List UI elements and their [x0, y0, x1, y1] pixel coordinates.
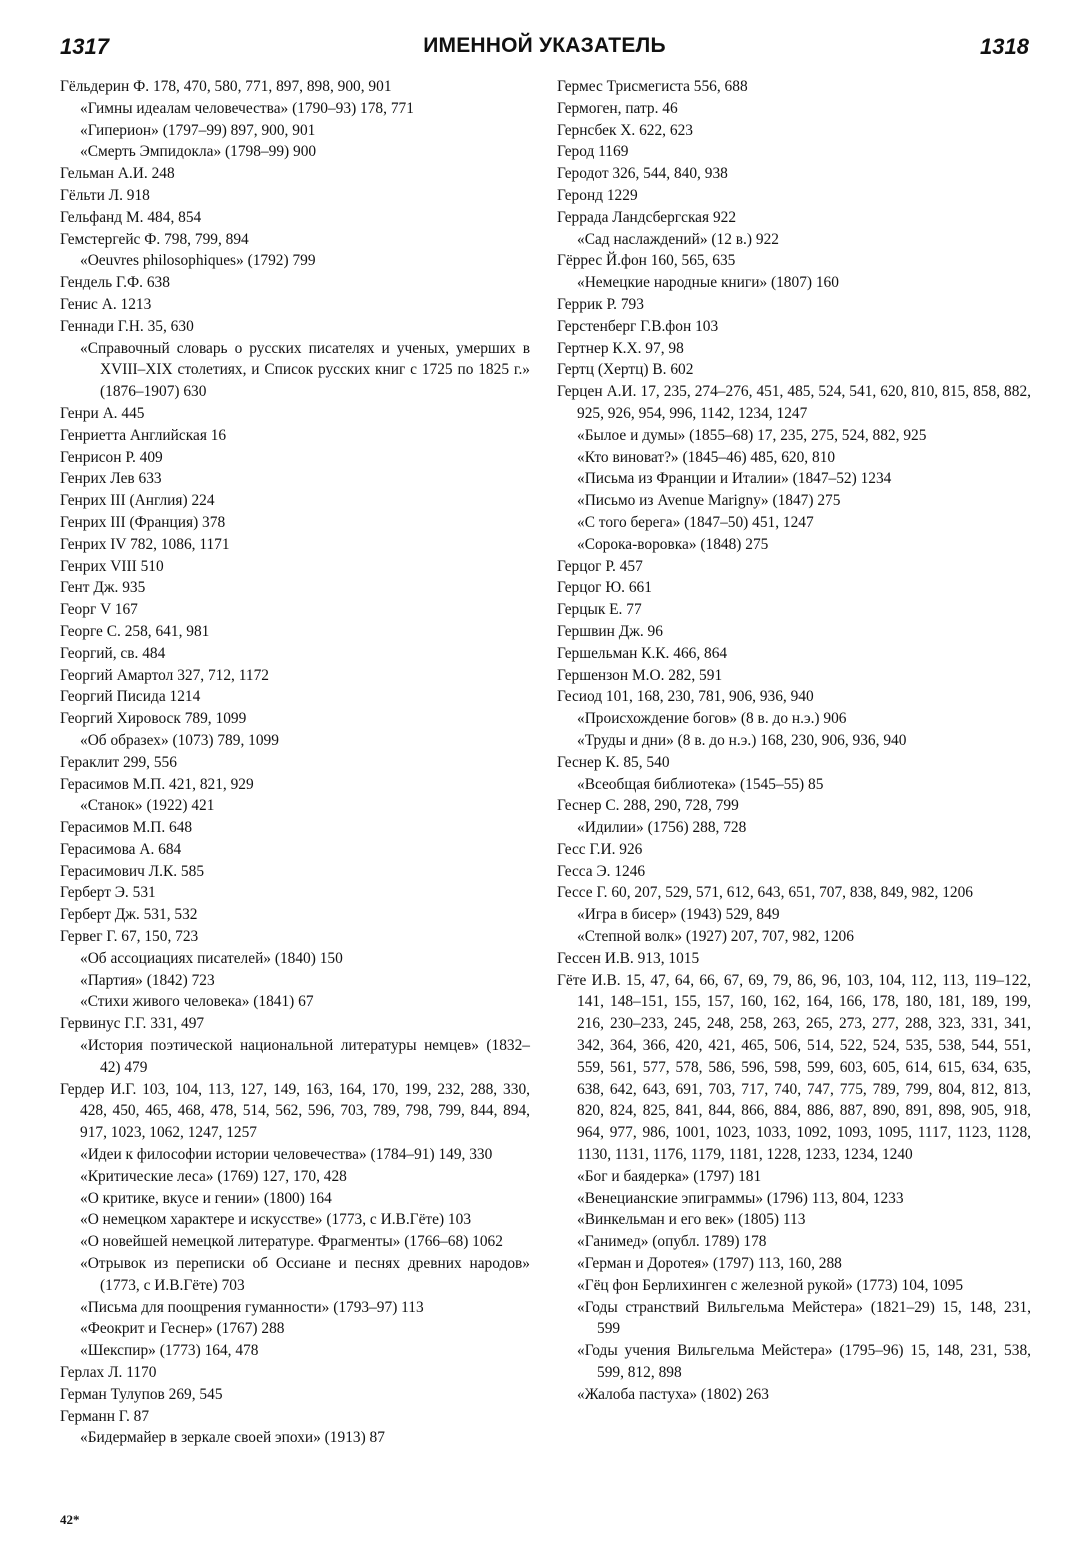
index-entry: Гесса Э. 1246 — [557, 862, 646, 880]
index-entry: Гердер И.Г. 103, 104, 113, 127, 149, 163, 164, 170, 199, 232, 288, 330, 428, 450, 465, 468, 478, 514, 562, 596, 703, 789, 798, 799, 844, 894, 917, 1023, 1062, 1247, 1257 — [60, 1080, 530, 1142]
index-subentry: «Справочный словарь о русских писателях и ученых, умерших в XVIII–XIX столетиях, и Список русских книг с 1725 по 1825 г.» (1876–1907) 630 — [80, 339, 530, 401]
page-header — [60, 34, 1029, 68]
index-entry: Георге С. 258, 641, 981 — [60, 622, 210, 640]
index-subentry: «Всеобщая библиотека» (1545–55) 85 — [577, 775, 824, 793]
index-entry: Генрих III (Англия) 224 — [60, 492, 215, 510]
index-entry: Георг V 167 — [60, 601, 138, 619]
index-entry: Герцог Ю. 661 — [557, 579, 652, 597]
index-subentry: «О немецком характере и искусстве» (1773, с И.В.Гёте) 103 — [80, 1211, 472, 1229]
index-subentry: «Немецкие народные книги» (1807) 160 — [577, 274, 839, 292]
index-entry: Герберт Дж. 531, 532 — [60, 906, 198, 924]
index-subentry: «Об ассоциациях писателей» (1840) 150 — [80, 949, 343, 967]
index-subentry: «Степной волк» (1927) 207, 707, 982, 1206 — [577, 928, 854, 946]
index-entry: Герцог Р. 457 — [557, 557, 643, 575]
index-subentry: «Винкельман и его век» (1805) 113 — [577, 1211, 806, 1229]
index-entry: Гельфанд М. 484, 854 — [60, 208, 202, 226]
index-subentry: «Годы странствий Вильгельма Мейстера» (1821–29) 15, 148, 231, 599 — [577, 1298, 1031, 1338]
index-subentry: «Идеи к философии истории человечества» (1784–91) 149, 330 — [80, 1146, 493, 1164]
index-subentry: «Бидермайер в зеркале своей эпохи» (1913) 87 — [80, 1429, 385, 1447]
index-entry: Геснер С. 288, 290, 728, 799 — [557, 797, 739, 815]
index-entry: Гершензон М.О. 282, 591 — [557, 666, 723, 684]
index-entry: Гессен И.В. 913, 1015 — [557, 949, 700, 967]
index-entry: Генрих III (Франция) 378 — [60, 513, 226, 531]
index-entry: Германн Г. 87 — [60, 1407, 150, 1425]
index-subentry: «Письмо из Avenue Marigny» (1847) 275 — [577, 492, 841, 510]
index-subentry: «Гиперион» (1797–99) 897, 900, 901 — [80, 121, 316, 139]
index-subentry: «Сорока-воровка» (1848) 275 — [577, 535, 769, 553]
index-entry: Гермоген, патр. 46 — [557, 99, 678, 117]
index-entry: Генис А. 1213 — [60, 295, 152, 313]
index-entry: Герцык Е. 77 — [557, 601, 642, 619]
index-entry: Гервег Г. 67, 150, 723 — [60, 928, 199, 946]
index-subentry: «Партия» (1842) 723 — [80, 971, 215, 989]
index-subentry: «Гимны идеалам человечества» (1790–93) 178, 771 — [80, 99, 414, 117]
index-entry: Гёррес Й.фон 160, 565, 635 — [557, 252, 736, 270]
index-entry: Гёльти Л. 918 — [60, 186, 150, 204]
index-entry: Георгий Амартол 327, 712, 1172 — [60, 666, 269, 684]
index-subentry: «Станок» (1922) 421 — [80, 797, 215, 815]
left-page-number: 1317 — [60, 34, 109, 59]
index-subentry: «История поэтической национальной литературы немцев» (1832–42) 479 — [80, 1037, 530, 1076]
index-subentry: «Годы учения Вильгельма Мейстера» (1795–96) 15, 148, 231, 538, 599, 812, 898 — [577, 1342, 1031, 1382]
index-entry: Генрих VIII 510 — [60, 557, 164, 575]
index-entry: Геррик Р. 793 — [557, 295, 644, 313]
index-entry: Гертнер К.Х. 97, 98 — [557, 339, 684, 357]
index-entry: Гесс Г.И. 926 — [557, 840, 643, 858]
index-subentry: «Об образех» (1073) 789, 1099 — [80, 731, 279, 749]
index-subentry: «Идилии» (1756) 288, 728 — [577, 819, 747, 837]
index-subentry: «Кто виноват?» (1845–46) 485, 620, 810 — [577, 448, 836, 466]
index-entry: Гераклит 299, 556 — [60, 753, 177, 771]
index-entry: Генрих IV 782, 1086, 1171 — [60, 535, 230, 553]
index-entry: Генри А. 445 — [60, 404, 145, 422]
index-subentry: «Герман и Доротея» (1797) 113, 160, 288 — [577, 1255, 842, 1273]
index-entry: Гёте И.В. 15, 47, 64, 66, 67, 69, 79, 86, 96, 103, 104, 112, 113, 119–122, 141, 148–151, 155, 157, 160, 162, 164, 166, 178, 180, 181, 189, 199, 216, 230–233, 245, 248, 258, 263, 265, 273, 277, 288, 323, 331, 341, 342, 364, 366, 420, 421, 465, 506, 514, 522, 524, 535, 538, 544, 551, 559, 561, 577, 578, 586, 596, 598, 599, 603, 605, 614, 615, 634, 635, 638, 642, 643, 691, 703, 717, 740, 747, 775, 789, 799, 804, 812, 813, 820, 824, 825, 841, 844, 866, 884, 886, 887, 890, 891, 898, 905, 918, 964, 977, 986, 1001, 1023, 1033, 1092, 1093, 1095, 1117, 1123, 1128, 1130, 1131, 1176, 1179, 1181, 1228, 1233, 1234, 1240 — [557, 971, 1031, 1164]
index-entry: Генрисон Р. 409 — [60, 448, 163, 466]
index-entry: Гервинус Г.Г. 331, 497 — [60, 1015, 205, 1033]
index-entry: Геснер К. 85, 540 — [557, 753, 670, 771]
index-entry: Герасимович Л.К. 585 — [60, 862, 205, 880]
index-entry: Гендель Г.Ф. 638 — [60, 274, 170, 292]
index-entry: Геродот 326, 544, 840, 938 — [557, 165, 728, 183]
right-index-column — [557, 76, 1031, 1406]
index-subentry: «О новейшей немецкой литературе. Фрагменты» (1766–68) 1062 — [80, 1233, 503, 1251]
index-subentry: «Происхождение богов» (8 в. до н.э.) 906 — [577, 710, 847, 728]
index-entry: Гершвин Дж. 96 — [557, 622, 663, 640]
index-subentry: «С того берега» (1847–50) 451, 1247 — [577, 513, 814, 531]
index-entry: Геррада Ландсбергская 922 — [557, 208, 737, 226]
right-page-number: 1318 — [980, 34, 1029, 59]
index-subentry: «Ганимед» (опубл. 1789) 178 — [577, 1233, 767, 1251]
index-entry: Гельман А.И. 248 — [60, 165, 175, 183]
index-subentry: «Стихи живого человека» (1841) 67 — [80, 993, 314, 1011]
index-subentry: «Бог и баядерка» (1797) 181 — [577, 1167, 762, 1185]
index-entry: Генрих Лев 633 — [60, 470, 162, 488]
index-entry: Гёльдерин Ф. 178, 470, 580, 771, 897, 898, 900, 901 — [60, 78, 392, 95]
index-entry: Георгий Хировоск 789, 1099 — [60, 710, 247, 728]
index-subentry: «Oeuvres philosophiques» (1792) 799 — [80, 252, 316, 270]
index-subentry: «Сад наслаждений» (12 в.) 922 — [577, 230, 779, 248]
index-entry: Гермес Трисмегиста 556, 688 — [557, 78, 748, 95]
index-subentry: «О критике, вкусе и гении» (1800) 164 — [80, 1189, 332, 1207]
index-entry: Герлах Л. 1170 — [60, 1364, 157, 1382]
index-entry: Герберт Э. 531 — [60, 884, 156, 902]
index-entry: Герасимов М.П. 648 — [60, 819, 193, 837]
index-subentry: «Письма из Франции и Италии» (1847–52) 1234 — [577, 470, 892, 488]
index-subentry: «Венецианские эпиграммы» (1796) 113, 804, 1233 — [577, 1189, 904, 1207]
index-entry: Гесиод 101, 168, 230, 781, 906, 936, 940 — [557, 688, 814, 706]
index-subentry: «Смерть Эмпидокла» (1798–99) 900 — [80, 143, 317, 161]
index-entry: Геннади Г.Н. 35, 630 — [60, 317, 194, 335]
index-entry: Гессе Г. 60, 207, 529, 571, 612, 643, 651, 707, 838, 849, 982, 1206 — [557, 884, 974, 902]
index-entry: Герман Тулупов 269, 545 — [60, 1385, 223, 1403]
index-entry: Герасимов М.П. 421, 821, 929 — [60, 775, 254, 793]
index-entry: Гент Дж. 935 — [60, 579, 146, 597]
index-entry: Герцен А.И. 17, 235, 274–276, 451, 485, 524, 541, 620, 810, 815, 858, 882, 925, 926, 954, 996, 1142, 1234, 1247 — [557, 383, 1031, 422]
index-entry: Герасимова А. 684 — [60, 840, 182, 858]
index-subentry: «Письма для поощрения гуманности» (1793–97) 113 — [80, 1298, 424, 1316]
index-subentry: «Шекспир» (1773) 164, 478 — [80, 1342, 259, 1360]
index-subentry: «Труды и дни» (8 в. до н.э.) 168, 230, 906, 936, 940 — [577, 731, 907, 749]
index-subentry: «Феокрит и Геснер» (1767) 288 — [80, 1320, 285, 1338]
index-entry: Герстенберг Г.В.фон 103 — [557, 317, 719, 335]
index-subentry: «Игра в бисер» (1943) 529, 849 — [577, 906, 780, 924]
index-subentry: «Критические леса» (1769) 127, 170, 428 — [80, 1167, 347, 1185]
index-entry: Гертц (Хертц) В. 602 — [557, 361, 694, 379]
index-entry: Генриетта Английская 16 — [60, 426, 227, 444]
page-title: ИМЕННОЙ УКАЗАТЕЛЬ — [423, 34, 666, 57]
index-entry: Гемстергейс Ф. 798, 799, 894 — [60, 230, 249, 248]
left-index-column — [60, 76, 530, 1449]
signature-mark: 42* — [60, 1512, 80, 1527]
index-subentry: «Былое и думы» (1855–68) 17, 235, 275, 524, 882, 925 — [577, 426, 927, 444]
index-entry: Гернсбек Х. 622, 623 — [557, 121, 693, 139]
index-subentry: «Гёц фон Берлихинген с железной рукой» (1773) 104, 1095 — [577, 1276, 964, 1294]
index-entry: Георгий, св. 484 — [60, 644, 166, 662]
index-subentry: «Отрывок из переписки об Оссиане и песнях древних народов» (1773, с И.В.Гёте) 703 — [80, 1255, 530, 1294]
index-entry: Гершельман К.К. 466, 864 — [557, 644, 728, 662]
index-entry: Георгий Писида 1214 — [60, 688, 201, 706]
index-entry: Геронд 1229 — [557, 186, 638, 204]
index-subentry: «Жалоба пастуха» (1802) 263 — [577, 1385, 769, 1403]
index-entry: Герод 1169 — [557, 143, 629, 161]
